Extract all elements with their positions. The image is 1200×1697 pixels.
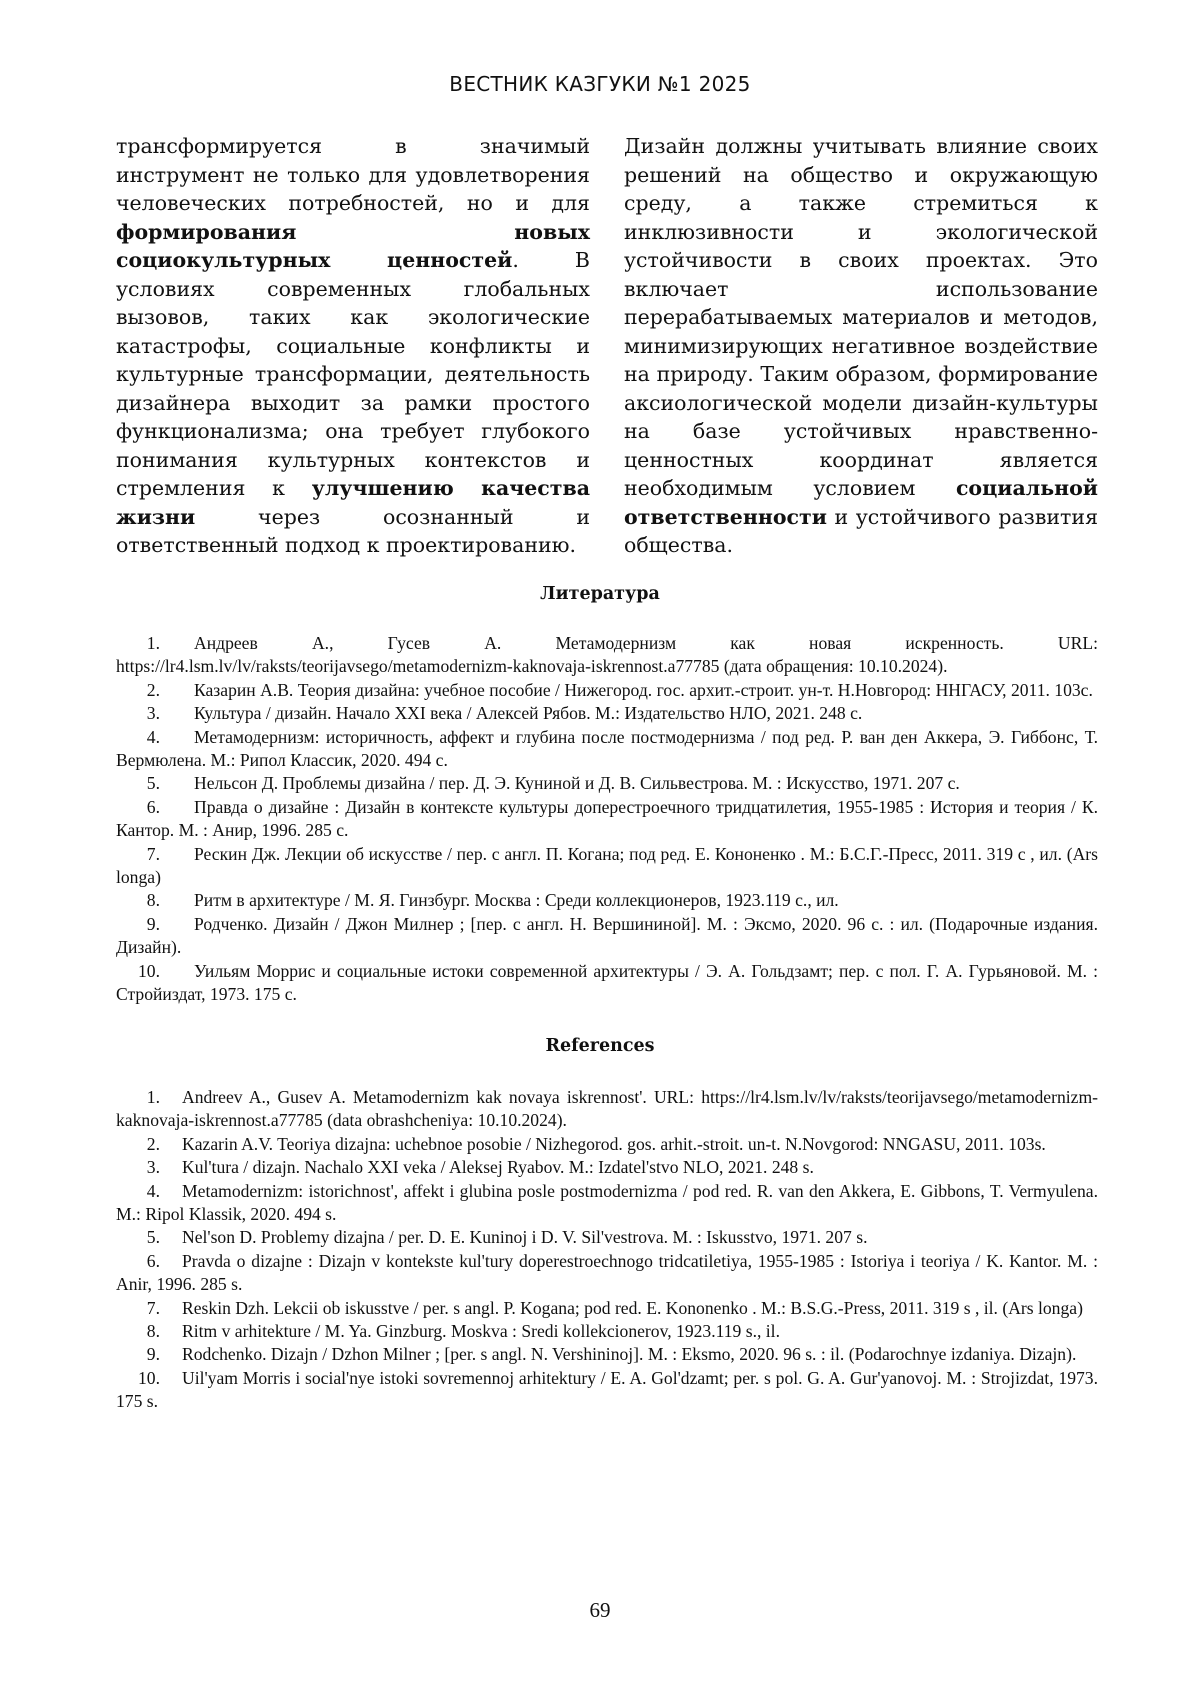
entry-text: Uil'yam Morris i social'nye istoki sovremennoj arhitektury / E. A. Gol'dzamt; per. s pol. G. A. Gur'yanovoj. M. : Strojizdat, 1973. 175 s. [116,1367,1098,1412]
entry-number: 8. [146,890,160,911]
right-text-2: и устойчивого развития общества. [624,504,1098,557]
bibliography-entry [116,1343,1098,1366]
entry-text: Kul'tura / dizajn. Nachalo XXI veka / Aleksej Ryabov. M.: Izdatel'stvo NLO, 2021. 248 s. [182,1157,814,1178]
entry-number: 3. [146,1157,160,1178]
entry-number: 3. [146,703,160,724]
entry-text: Родченко. Дизайн / Джон Милнер ; [пер. с англ. Н. Вершининой]. М. : Эксмо, 2020. 96 с. : ил. (Подарочные издания. Дизайн). [116,913,1098,958]
entry-text: Reskin Dzh. Lekcii ob iskusstve / per. s angl. P. Kogana; pod red. E. Kononenko . M.: B.S.G.-Press, 2011. 319 s , il. (Ars longa) [182,1297,1083,1318]
bibliography-entry [116,679,1098,702]
entry-text: Ritm v arhitekture / M. Ya. Ginzburg. Moskva : Sredi kollekcionerov, 1923.119 s., il. [182,1321,780,1342]
literature-list [116,632,1098,1007]
entry-number: 4. [146,726,160,747]
bibliography-entry [116,1180,1098,1227]
entry-text: Метамодернизм: историчность, аффект и глубина после постмодернизма / под ред. Р. ван ден Аккера, Э. Гиббонс, Т. Вермюлена. М.: Рипол Классик, 2020. 494 с. [116,726,1098,771]
entry-number: 5. [146,1227,160,1248]
entry-number: 4. [146,1180,160,1201]
right-bold-1: социальной ответственности [624,476,1098,529]
entry-text: Рескин Дж. Лекции об искусстве / пер. с англ. П. Когана; под ред. Е. Кононенко . М.: Б.С.Г.-Пресс, 2011. 319 с , ил. (Ars longa) [116,843,1098,888]
bibliography-entry [116,632,1098,679]
entry-text: Андреев А., Гусев А. Метамодернизм как новая искренность. URL: https://lr4.lsm.lv/lv/raksts/teorijavsego/metamodernizm-kaknovaja-iskrennost.a77785 (дата обращения: 10.10.2024). [116,633,1098,677]
entry-text: Казарин А.В. Теория дизайна: учебное пособие / Нижегород. гос. архит.-строит. ун-т. Н.Новгород: ННГАСУ, 2011. 103с. [194,679,1093,700]
bibliography-entry [116,772,1098,795]
left-column [116,132,590,560]
entry-text: Культура / дизайн. Начало XXI века / Алексей Рябов. М.: Издательство НЛО, 2021. 248 с. [194,703,863,724]
body-columns [116,132,1098,560]
entry-text: Nel'son D. Problemy dizajna / per. D. E. Kuninoj i D. V. Sil'vestrova. M. : Iskusstvo, 1971. 207 s. [182,1227,868,1248]
references-list [116,1086,1098,1414]
right-text-1: Дизайн должны учитывать влияние своих решений на общество и окружающую среду, а также стремиться к инклюзивности и экологической устойчивости в своих проектах. Это включает использование перерабатываемых материалов и методов, минимизирующих негативное воздействие на природу. Таким образом, формирование аксиологической модели дизайн-культуры на базе устойчивых нравственно-ценностных координат является необходимым условием [624,134,1098,500]
bibliography-entry [116,1086,1098,1133]
entry-text: Уильям Моррис и социальные истоки современной архитектуры / Э. А. Гольдзамт; пер. с пол. Г. А. Гурьяновой. М. : Стройиздат, 1973. 175 с. [116,960,1098,1005]
entry-number: 9. [146,1344,160,1365]
bibliography-entry [116,796,1098,843]
entry-number: 1. [146,633,160,653]
entry-number: 6. [146,796,160,817]
entry-number: 2. [146,1133,160,1154]
bibliography-entry [116,702,1098,725]
left-text-3: через осознанный и ответственный подход к проектированию. [116,504,590,557]
entry-text: Нельсон Д. Проблемы дизайна / пер. Д. Э. Куниной и Д. В. Сильвестрова. М. : Искусство, 1971. 207 с. [194,773,960,794]
references-heading: References [545,1036,655,1056]
entry-number: 2. [146,679,160,700]
bibliography-entry [116,889,1098,912]
entry-text: Andreev A., Gusev A. Metamodernizm kak novaya iskrennost'. URL: https://lr4.lsm.lv/lv/raksts/teorijavsego/metamodernizm-kaknovaja-iskrennost.a77785 (data obrashcheniya: 10.10.2024). [116,1087,1098,1131]
journal-header: ВЕСТНИК КАЗГУКИ №1 2025 [449,72,751,96]
entry-text: Kazarin A.V. Teoriya dizajna: uchebnoe posobie / Nizhegorod. gos. arhit.-stroit. un-t. N.Novgorod: NNGASU, 2011. 103s. [182,1133,1046,1154]
entry-number: 5. [146,773,160,794]
right-paragraph [624,132,1098,560]
entry-text: Rodchenko. Dizajn / Dzhon Milner ; [per. s angl. N. Vershininoj]. M. : Eksmo, 2020. 96 s. : il. (Podarochnye izdaniya. Dizajn). [182,1344,1077,1365]
bibliography-entry [116,1226,1098,1249]
entry-text: Правда о дизайне : Дизайн в контексте культуры доперестроечного тридцатилетия, 1955-1985 : История и теория / К. Кантор. М. : Анир, 1996. 285 с. [116,796,1098,841]
left-paragraph [116,132,590,560]
bibliography-entry [116,1320,1098,1343]
entry-text: Metamodernizm: istorichnost', affekt i glubina posle postmodernizma / pod red. R. van den Akkera, E. Gibbons, T. Vermyulena. M.: Ripol Klassik, 2020. 494 s. [116,1180,1098,1225]
left-text-1: трансформируется в значимый инструмент не только для удовлетворения человеческих потребностей, но и для [116,134,590,215]
literature-heading: Литература [540,584,660,604]
bibliography-entry [116,1367,1098,1414]
bibliography-entry [116,726,1098,773]
entry-number: 1. [146,1087,160,1107]
left-bold-1: формирования новых социокультурных ценностей [116,219,590,272]
right-column [624,132,1098,560]
entry-number: 7. [146,843,160,864]
page-number: 69 [589,1598,611,1622]
bibliography-entry [116,1156,1098,1179]
entry-number: 8. [146,1321,160,1342]
bibliography-entry [116,1133,1098,1156]
left-bold-2: улучшению качества жизни [116,476,590,529]
entry-number: 6. [146,1250,160,1271]
entry-number: 10. [138,960,160,981]
entry-number: 7. [146,1297,160,1318]
bibliography-entry [116,843,1098,890]
bibliography-entry [116,1297,1098,1320]
bibliography-entry [116,960,1098,1007]
entry-number: 10. [138,1367,160,1388]
bibliography-entry [116,913,1098,960]
left-text-2: . В условиях современных глобальных вызовов, таких как экологические катастрофы, социальные конфликты и культурные трансформации, деятельность дизайнера выходит за рамки простого функционализма; она требует глубокого понимания культурных контекстов и стремления к [116,248,590,500]
entry-text: Pravda o dizajne : Dizajn v kontekste kul'tury doperestroechnogo tridcatiletiya, 1955-1985 : Istoriya i teoriya / K. Kantor. M. : Anir, 1996. 285 s. [116,1250,1098,1295]
bibliography-entry [116,1250,1098,1297]
entry-text: Ритм в архитектуре / М. Я. Гинзбург. Москва : Среди коллекционеров, 1923.119 с., ил. [194,890,839,911]
entry-number: 9. [146,913,160,934]
